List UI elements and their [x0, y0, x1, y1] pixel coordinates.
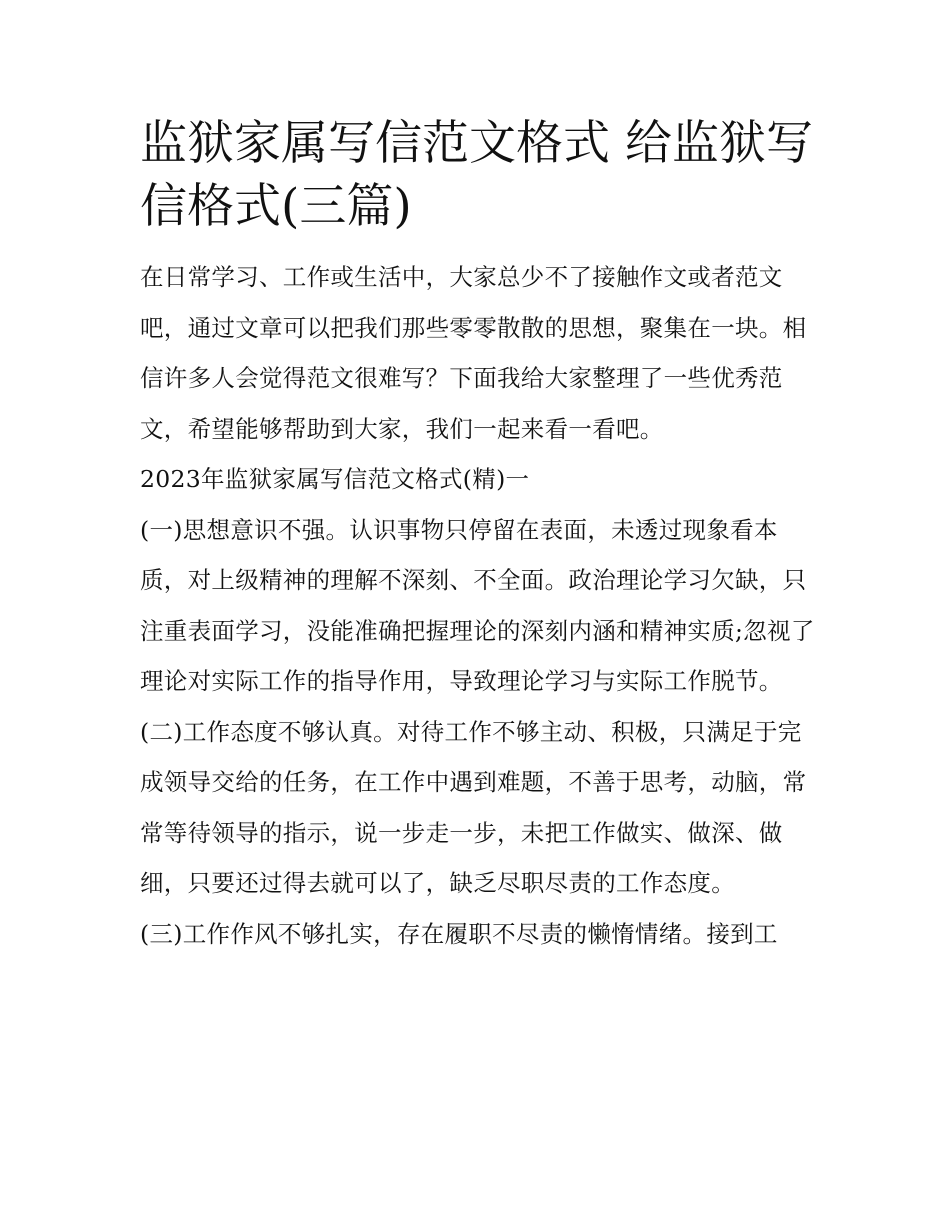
paragraph-point-one: (一)思想意识不强。认识事物只停留在表面，未透过现象看本质，对上级精神的理解不深刻、不全面。政治理论学习欠缺，只注重表面学习，没能准确把握理论的深刻内涵和精神实质;忽视了理论对实际工作的指导作用，导致理论学习与实际工作脱节。: [140, 515, 815, 695]
document-body: [140, 112, 820, 959]
paragraph-point-two: (二)工作态度不够认真。对待工作不够主动、积极，只满足于完成领导交给的任务，在工作中遇到难题，不善于思考，动脑，常常等待领导的指示，说一步走一步，未把工作做实、做深、做细，只要还过得去就可以了，缺乏尽职尽责的工作态度。: [140, 717, 807, 897]
paragraph-intro: 在日常学习、工作或生活中，大家总少不了接触作文或者范文吧，通过文章可以把我们那些零零散散的思想，聚集在一块。相信许多人会觉得范文很难写？下面我给大家整理了一些优秀范文，希望能够帮助到大家，我们一起来看一看吧。: [140, 263, 807, 443]
section-heading: 2023年监狱家属写信范文格式(精)一: [140, 465, 530, 493]
paragraph-point-three: (三)工作作风不够扎实，存在履职不尽责的懒惰情绪。接到工: [140, 919, 778, 948]
document-title: 监狱家属写信范文格式 给监狱写信格式(三篇): [140, 116, 813, 234]
